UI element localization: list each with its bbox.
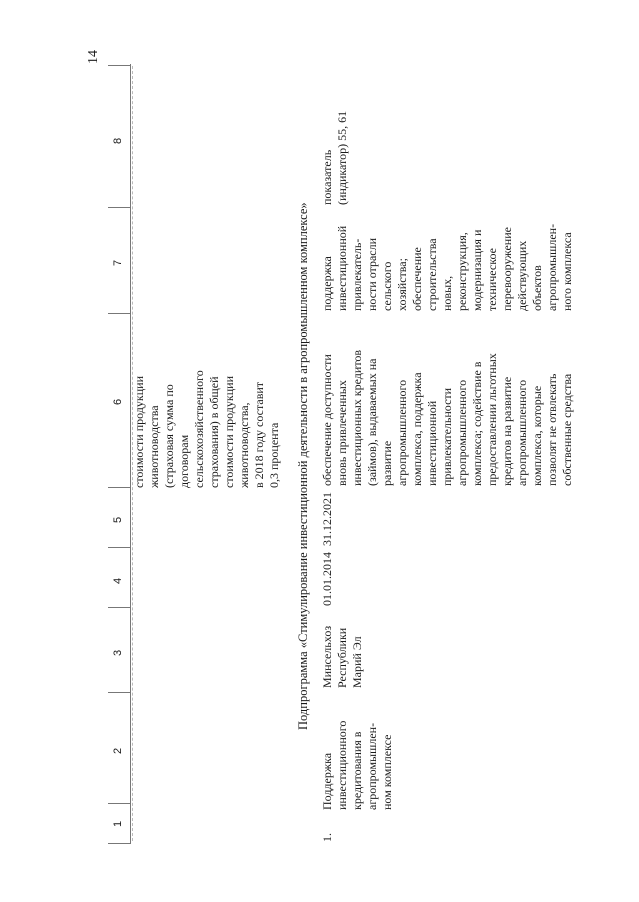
col-separator [108,313,130,314]
column-number-1: 1 [112,820,124,827]
row-number: 1. [320,833,334,842]
col-separator [108,65,130,66]
row-consequences: поддержка инвестиционной привлекатель- ности отрасли сельского хозяйства; обеспечение строительства новых, реконструкция, модернизация и техническое перевооружение действующих объектов агропромышлен- ного комплекса [320,223,574,311]
row-indicator: показатель (индикатор) 55, 61 [320,110,349,205]
col-separator [108,692,130,693]
row-start-date: 01.01.2014 [320,552,334,606]
column-number-7: 7 [112,259,124,266]
subprogram-title: Подпрограмма «Стимулирование инвестиционной деятельности в агропромышленном комплексе» [296,202,310,730]
column-number-6: 6 [112,398,124,405]
col-separator [108,547,130,548]
column-number-3: 3 [112,649,124,656]
column-number-5: 5 [112,516,124,523]
column-number-4: 4 [112,577,124,584]
col-separator [108,843,130,844]
row-result: обеспечение доступности вновь привлеченных инвестиционных кредитов (займов), выдаваемых на развитие агропромышленного комплекса, поддержка инвестиционной привлекательности агропромышленного комплекса; содействие в предоставлении льготных кредитов на развитие агропромышленного комплекса, которые позволят не отвлекать собственные средства [320,349,574,486]
col-separator [108,607,130,608]
col-separator [108,207,130,208]
col-separator [108,487,130,488]
row-name: Поддержка инвестиционного кредитования в агропромышлен- ном комплексе [320,720,394,810]
page-number: 14 [86,50,101,64]
column-number-2: 2 [112,747,124,754]
continuation-col6: стоимости продукции животноводства (страховая сумма по договорам сельскохозяйственного страхования) в общей стоимости продукции животноводства, в 2018 году составит 0,3 процента [132,370,281,488]
row-executor: Минсельхоз Республики Марий Эл [320,625,364,688]
col-separator [108,803,130,804]
column-number-row [108,64,131,844]
column-number-8: 8 [112,137,124,144]
row-end-date: 31.12.2021 [320,492,334,546]
